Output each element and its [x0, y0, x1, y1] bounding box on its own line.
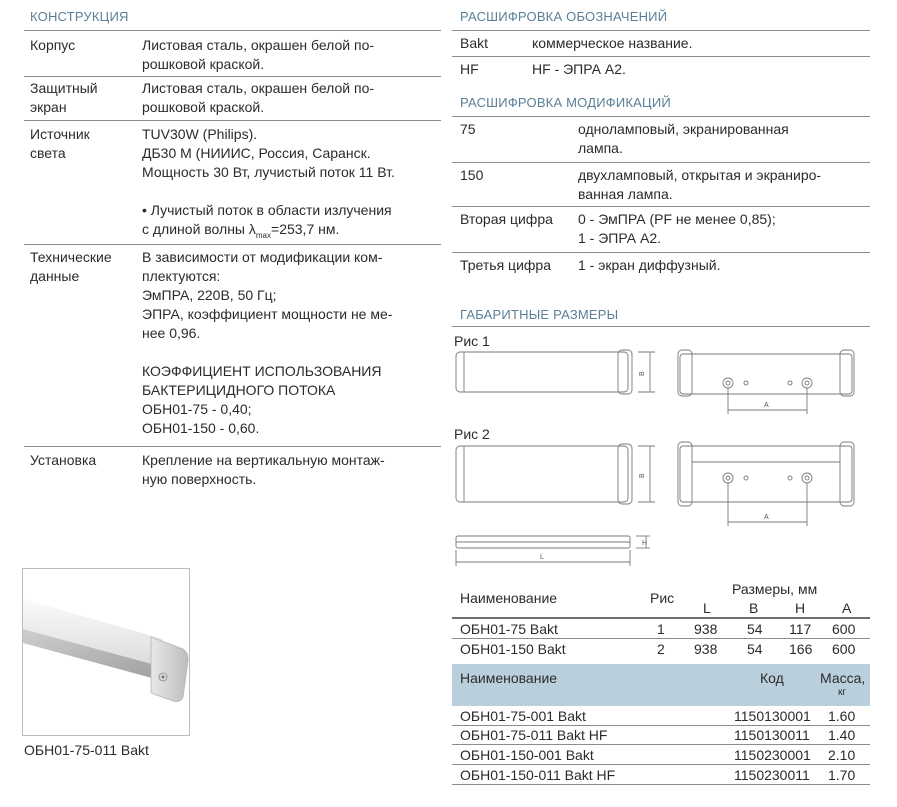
spec-value: В зависимости от модификации ком- плектуются: ЭмПРА, 220В, 50 Гц; ЭПРА, коэффициент мощности не ме- нее 0,96. КОЭФФИЦИЕНТ ИСПОЛЬЗОВАНИЯ БАКТЕРИЦИДНОГО ПОТОКА ОБН01-75 - 0,40; ОБН01-150 - 0,60. [142, 249, 393, 436]
fig1-label: Рис 1 [454, 333, 490, 349]
spec-value: Листовая сталь, окрашен белой по- рошковой краской. [142, 80, 375, 115]
order-col-mass-unit: кг [838, 687, 847, 698]
product-photo [22, 568, 190, 736]
size-col-fig: Рис [650, 590, 675, 606]
dim-b-label: B [639, 371, 646, 376]
divider [452, 617, 870, 619]
size-col-group: Размеры, мм [732, 581, 818, 597]
spec-value: Листовая сталь, окрашен белой по- рошковой краской. [142, 37, 375, 72]
lamp-photo-icon [23, 569, 189, 735]
spec-value: Крепление на вертикальную монтаж- ную поверхность. [142, 452, 385, 487]
divider [24, 120, 441, 121]
divider [452, 116, 870, 117]
size-col-b: B [749, 600, 759, 616]
divider [452, 326, 870, 327]
dimension-drawings [450, 340, 870, 580]
dims-title: ГАБАРИТНЫЕ РАЗМЕРЫ [460, 307, 619, 322]
dim-h-label: H [642, 540, 648, 547]
size-col-h: H [795, 600, 806, 616]
divider [452, 56, 870, 57]
mods-title: РАСШИФРОВКА МОДИФИКАЦИЙ [460, 95, 671, 110]
fig2-label: Рис 2 [454, 426, 490, 442]
spec-label: Корпус [30, 37, 76, 53]
spec-label: Защитный экран [30, 80, 98, 115]
spec-label: Установка [30, 452, 97, 468]
dim-l-label: L [540, 554, 544, 561]
photo-caption: ОБН01-75-011 Bakt [24, 742, 149, 758]
size-col-name: Наименование [460, 590, 558, 606]
dim-a-label: A [764, 402, 769, 409]
divider [452, 784, 870, 785]
legend-title: РАСШИФРОВКА ОБОЗНАЧЕНИЙ [460, 9, 668, 24]
dim-a-label: A [764, 514, 769, 521]
divider [452, 744, 870, 745]
divider [452, 30, 870, 31]
divider [452, 206, 870, 207]
divider [24, 76, 441, 77]
spec-value: TUV30W (Philips). ДБ30 М (НИИИС, Россия, Саранск. Мощность 30 Вт, лучистый поток 11 Вт. • Лучистый поток в области излучения с длиной волны $\lambda_{max}=253,7$ нм. [142, 126, 395, 240]
divider [452, 162, 870, 163]
divider [24, 30, 441, 31]
divider [24, 244, 441, 245]
divider [24, 446, 441, 447]
divider [452, 252, 870, 253]
order-col-name: Наименование [460, 670, 558, 686]
size-col-a: A [842, 600, 852, 616]
order-col-mass: Масса, [820, 670, 866, 686]
construction-title: КОНСТРУКЦИЯ [30, 9, 129, 24]
divider [452, 638, 870, 639]
divider [452, 764, 870, 765]
order-col-code: Код [760, 670, 784, 686]
size-col-l: L [703, 600, 711, 616]
spec-label: Источник света [30, 126, 90, 161]
spec-label: Технические данные [30, 249, 112, 284]
dim-b-label: B [639, 473, 646, 478]
